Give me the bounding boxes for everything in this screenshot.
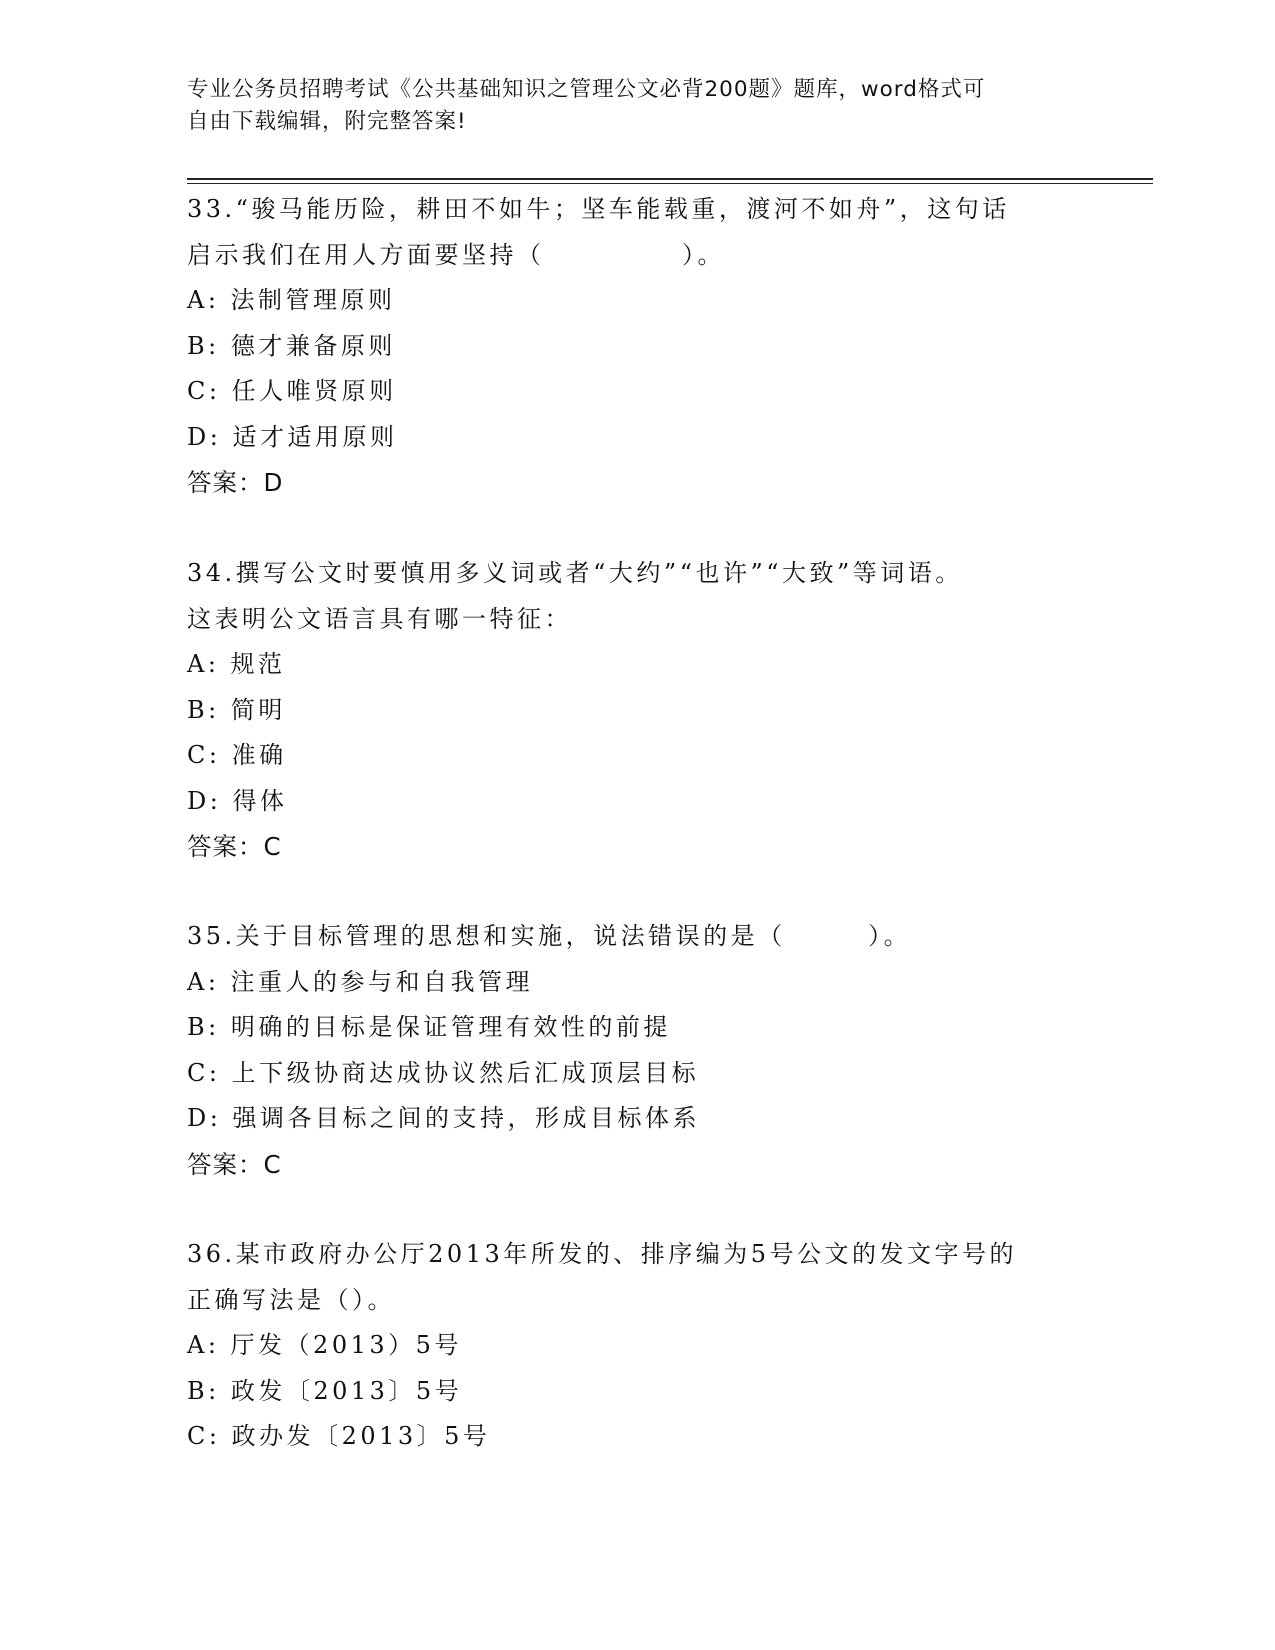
- answer-text: 答案：D: [187, 468, 284, 497]
- option-c: C: 政办发〔2013〕5号: [187, 1422, 491, 1450]
- option-a: A: 厅发（2013）5号: [187, 1331, 462, 1359]
- option-a: A: 注重人的参与和自我管理: [187, 967, 534, 996]
- option-d: D: 得体: [187, 786, 288, 815]
- document-header: [187, 74, 1067, 138]
- question-33: [187, 187, 1087, 506]
- option-d: D: 强调各目标之间的支持，形成目标体系: [187, 1104, 700, 1132]
- answer-text: 答案：C: [187, 1149, 282, 1179]
- question-35: [187, 914, 1087, 1187]
- question-36: [187, 1232, 1087, 1460]
- option-c: C: 准确: [187, 741, 287, 769]
- option-b: B: 明确的目标是保证管理有效性的前提: [187, 1013, 671, 1041]
- question-stem-line: 这表明公文语言具有哪一特征：: [187, 604, 572, 633]
- answer-text: 答案：C: [187, 832, 282, 861]
- option-b: B: 政发〔2013〕5号: [187, 1376, 463, 1405]
- question-stem-line: 34.撰写公文时要慎用多义词或者“大约”“也许”“大致”等词语。: [187, 559, 963, 587]
- option-b: B: 简明: [187, 695, 286, 724]
- header-line-1: 专业公务员招聘考试《公共基础知识之管理公文必背200题》题库，word格式可: [187, 77, 986, 102]
- question-stem-line: 36.某市政府办公厅2013年所发的、排序编为5号公文的发文字号的: [187, 1240, 1018, 1268]
- option-a: A: 法制管理原则: [187, 286, 396, 314]
- option-c: C: 任人唯贤原则: [187, 377, 397, 405]
- option-c: C: 上下级协商达成协议然后汇成顶层目标: [187, 1058, 700, 1087]
- header-divider-thin: [187, 183, 1153, 184]
- option-d: D: 适才适用原则: [187, 422, 398, 451]
- question-stem-line: 33.“骏马能历险，耕田不如牛；坚车能载重，渡河不如舟”，这句话: [187, 195, 1010, 223]
- header-divider: [187, 178, 1153, 180]
- option-b: B: 德才兼备原则: [187, 331, 396, 360]
- question-stem-line: 35.关于目标管理的思想和实施，说法错误的是（ ）。: [187, 922, 912, 950]
- question-34: [187, 551, 1087, 870]
- header-line-2: 自由下载编辑，附完整答案!: [187, 109, 467, 134]
- option-a: A: 规范: [187, 650, 286, 678]
- question-stem-line: 正确写法是（）。: [187, 1285, 395, 1314]
- question-stem-line: 启示我们在用人方面要坚持（ ）。: [187, 240, 725, 269]
